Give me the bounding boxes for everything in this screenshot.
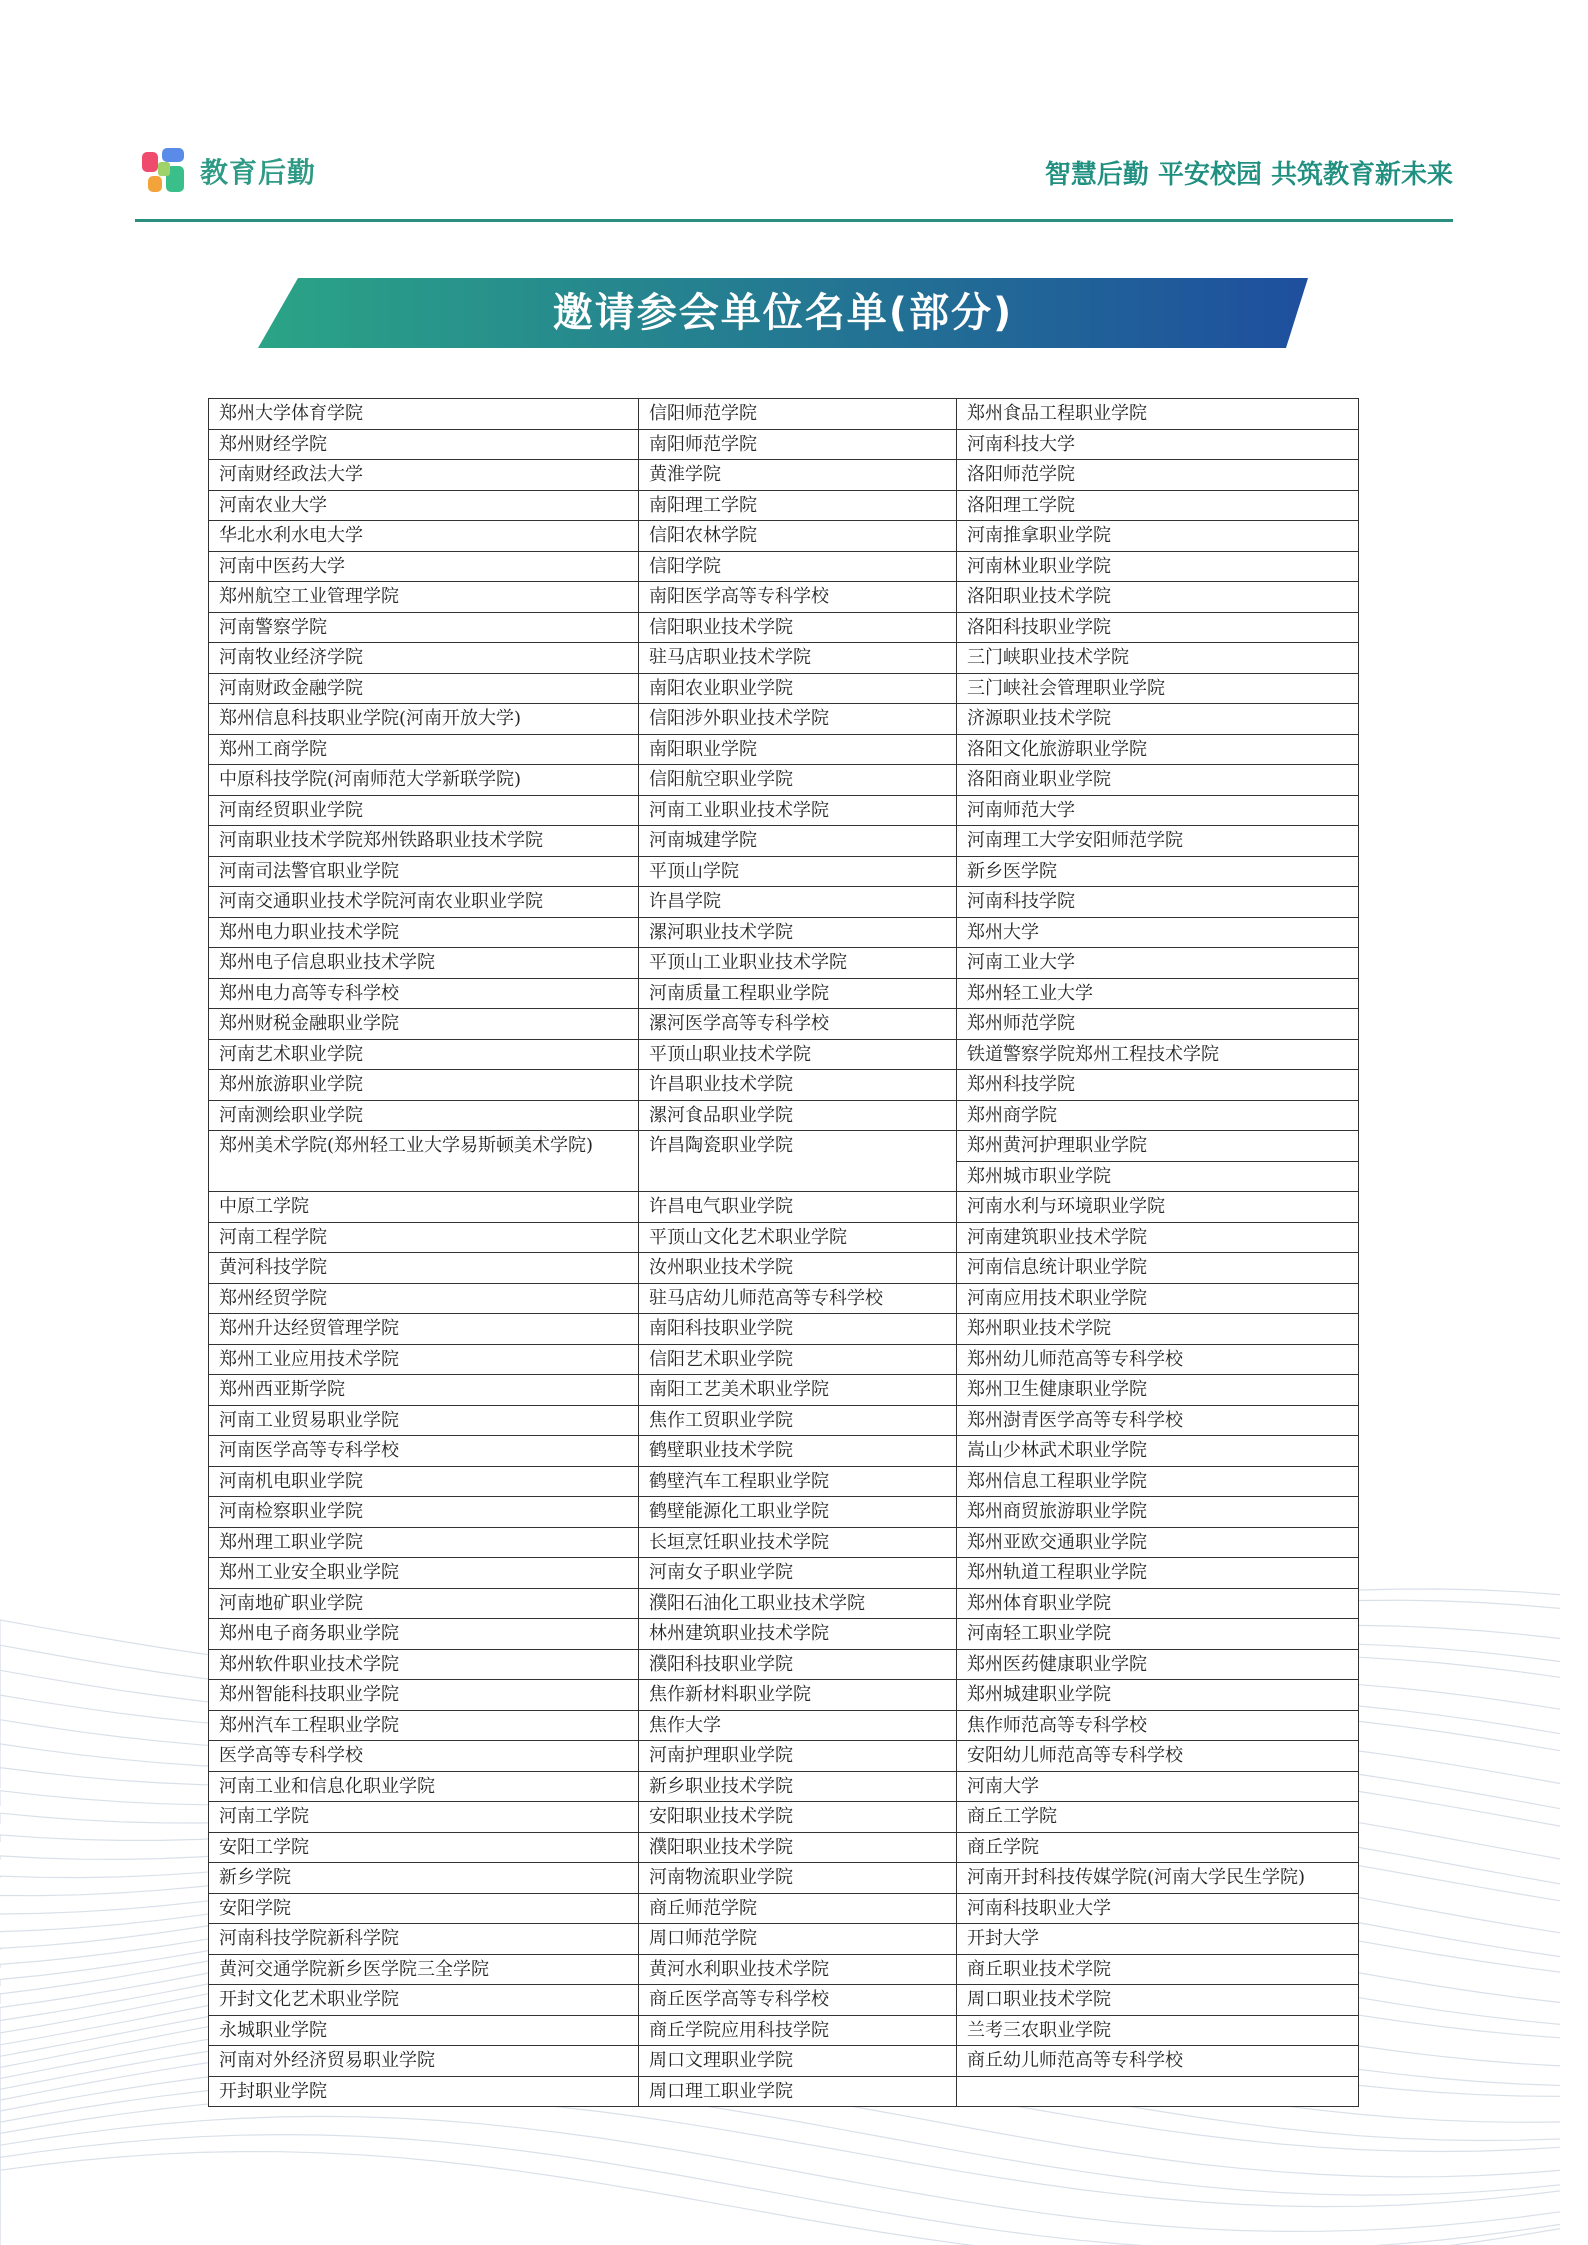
table-row bbox=[209, 521, 1359, 552]
table-cell: 周口职业技术学院 bbox=[957, 1985, 1359, 2016]
table-row bbox=[209, 917, 1359, 948]
table-row bbox=[209, 795, 1359, 826]
table-cell: 洛阳科技职业学院 bbox=[957, 612, 1359, 643]
table-cell: 鹤壁能源化工职业学院 bbox=[639, 1497, 957, 1528]
table-cell: 郑州工商学院 bbox=[209, 734, 639, 765]
table-cell: 商丘职业技术学院 bbox=[957, 1954, 1359, 1985]
table-subcell: 郑州黄河护理职业学院 bbox=[967, 1135, 1147, 1156]
table-cell: 郑州电子商务职业学院 bbox=[209, 1619, 639, 1650]
table-cell: 南阳农业职业学院 bbox=[639, 673, 957, 704]
table-cell: 郑州轨道工程职业学院 bbox=[957, 1558, 1359, 1589]
table-cell: 郑州理工职业学院 bbox=[209, 1527, 639, 1558]
invited-units-table bbox=[208, 398, 1359, 2107]
table-cell: 河南建筑职业技术学院 bbox=[957, 1222, 1359, 1253]
table-cell: 郑州电力职业技术学院 bbox=[209, 917, 639, 948]
table-cell: 三门峡社会管理职业学院 bbox=[957, 673, 1359, 704]
table-cell: 河南交通职业技术学院河南农业职业学院 bbox=[209, 887, 639, 918]
header-slogan: 智慧后勤 平安校园 共筑教育新未来 bbox=[1044, 160, 1453, 190]
table-row bbox=[209, 734, 1359, 765]
table-cell: 郑州软件职业技术学院 bbox=[209, 1649, 639, 1680]
table-row bbox=[209, 1497, 1359, 1528]
table-row bbox=[209, 1070, 1359, 1101]
table-subcell: 郑州城市职业学院 bbox=[957, 1161, 1358, 1192]
table-cell: 漯河职业技术学院 bbox=[639, 917, 957, 948]
table-cell: 信阳职业技术学院 bbox=[639, 612, 957, 643]
title-banner bbox=[258, 278, 1308, 348]
table-cell: 南阳工艺美术职业学院 bbox=[639, 1375, 957, 1406]
wave-line bbox=[0, 2116, 1560, 2238]
table-cell: 平顶山工业职业技术学院 bbox=[639, 948, 957, 979]
table-cell: 河南开封科技传媒学院(河南大学民生学院) bbox=[957, 1863, 1359, 1894]
table-cell: 汝州职业技术学院 bbox=[639, 1253, 957, 1284]
table-cell: 洛阳文化旅游职业学院 bbox=[957, 734, 1359, 765]
table-cell: 河南经贸职业学院 bbox=[209, 795, 639, 826]
table-cell: 郑州西亚斯学院 bbox=[209, 1375, 639, 1406]
table-cell: 郑州经贸学院 bbox=[209, 1283, 639, 1314]
table-cell: 河南师范大学 bbox=[957, 795, 1359, 826]
table-cell: 长垣烹饪职业技术学院 bbox=[639, 1527, 957, 1558]
table-cell: 河南水利与环境职业学院 bbox=[957, 1192, 1359, 1223]
table-row bbox=[209, 1924, 1359, 1955]
page-title: 邀请参会单位名单(部分) bbox=[552, 290, 1014, 336]
table-cell: 河南大学 bbox=[957, 1771, 1359, 1802]
logo bbox=[140, 146, 316, 196]
table-row bbox=[209, 612, 1359, 643]
table-cell: 医学高等专科学校 bbox=[209, 1741, 639, 1772]
table-cell: 周口文理职业学院 bbox=[639, 2046, 957, 2077]
table-cell: 洛阳师范学院 bbox=[957, 460, 1359, 491]
table-cell: 河南警察学院 bbox=[209, 612, 639, 643]
table-cell: 河南工学院 bbox=[209, 1802, 639, 1833]
table-cell: 河南工业大学 bbox=[957, 948, 1359, 979]
table-cell: 河南理工大学安阳师范学院 bbox=[957, 826, 1359, 857]
table-cell: 鹤壁职业技术学院 bbox=[639, 1436, 957, 1467]
table-row bbox=[209, 643, 1359, 674]
table-cell: 安阳职业技术学院 bbox=[639, 1802, 957, 1833]
table-cell: 黄河交通学院新乡医学院三全学院 bbox=[209, 1954, 639, 1985]
table-cell: 商丘师范学院 bbox=[639, 1893, 957, 1924]
table-cell: 郑州职业技术学院 bbox=[957, 1314, 1359, 1345]
table-cell: 河南女子职业学院 bbox=[639, 1558, 957, 1589]
table-row bbox=[209, 460, 1359, 491]
table-cell: 信阳航空职业学院 bbox=[639, 765, 957, 796]
table-cell: 信阳学院 bbox=[639, 551, 957, 582]
table-cell: 洛阳理工学院 bbox=[957, 490, 1359, 521]
table-cell: 漯河医学高等专科学校 bbox=[639, 1009, 957, 1040]
table-cell: 商丘学院应用科技学院 bbox=[639, 2015, 957, 2046]
table-cell: 新乡职业技术学院 bbox=[639, 1771, 957, 1802]
table-cell: 河南机电职业学院 bbox=[209, 1466, 639, 1497]
table-row bbox=[209, 887, 1359, 918]
logo-icon bbox=[140, 146, 190, 196]
table-row bbox=[209, 978, 1359, 1009]
table-row bbox=[209, 704, 1359, 735]
table-row bbox=[209, 1832, 1359, 1863]
table-body-bottom bbox=[209, 1192, 1359, 2107]
table-cell: 黄河水利职业技术学院 bbox=[639, 1954, 957, 1985]
table-cell: 安阳学院 bbox=[209, 1893, 639, 1924]
table-cell: 三门峡职业技术学院 bbox=[957, 643, 1359, 674]
table-row bbox=[209, 1771, 1359, 1802]
table-cell: 郑州升达经贸管理学院 bbox=[209, 1314, 639, 1345]
table-cell: 河南司法警官职业学院 bbox=[209, 856, 639, 887]
table-row bbox=[209, 1344, 1359, 1375]
table-row bbox=[209, 1558, 1359, 1589]
table-cell: 郑州信息工程职业学院 bbox=[957, 1466, 1359, 1497]
table-cell: 商丘工学院 bbox=[957, 1802, 1359, 1833]
table-cell: 黄淮学院 bbox=[639, 460, 957, 491]
table-cell: 河南工业和信息化职业学院 bbox=[209, 1771, 639, 1802]
table-cell: 黄河科技学院 bbox=[209, 1253, 639, 1284]
table-cell: 河南工业职业技术学院 bbox=[639, 795, 957, 826]
table-row bbox=[209, 1527, 1359, 1558]
table-cell: 河南林业职业学院 bbox=[957, 551, 1359, 582]
table-cell: 林州建筑职业技术学院 bbox=[639, 1619, 957, 1650]
table-cell: 郑州汽车工程职业学院 bbox=[209, 1710, 639, 1741]
table-cell: 郑州财经学院 bbox=[209, 429, 639, 460]
table-cell: 河南艺术职业学院 bbox=[209, 1039, 639, 1070]
table-cell: 商丘幼儿师范高等专科学校 bbox=[957, 2046, 1359, 2077]
table-row bbox=[209, 1741, 1359, 1772]
table-row bbox=[209, 673, 1359, 704]
table-cell: 河南轻工职业学院 bbox=[957, 1619, 1359, 1650]
table-cell: 永城职业学院 bbox=[209, 2015, 639, 2046]
table-cell: 平顶山学院 bbox=[639, 856, 957, 887]
table-row bbox=[209, 1436, 1359, 1467]
table-row bbox=[209, 1588, 1359, 1619]
table-body-top bbox=[209, 399, 1359, 1131]
table-cell: 新乡医学院 bbox=[957, 856, 1359, 887]
table-cell: 河南职业技术学院郑州铁路职业技术学院 bbox=[209, 826, 639, 857]
table-cell: 河南科技学院新科学院 bbox=[209, 1924, 639, 1955]
table-cell: 河南应用技术职业学院 bbox=[957, 1283, 1359, 1314]
table-cell: 洛阳商业职业学院 bbox=[957, 765, 1359, 796]
table-row bbox=[209, 1405, 1359, 1436]
table-row bbox=[209, 1985, 1359, 2016]
table-cell: 郑州财税金融职业学院 bbox=[209, 1009, 639, 1040]
table-cell: 河南测绘职业学院 bbox=[209, 1100, 639, 1131]
table-cell: 郑州轻工业大学 bbox=[957, 978, 1359, 1009]
table-cell: 鹤壁汽车工程职业学院 bbox=[639, 1466, 957, 1497]
table-cell: 濮阳科技职业学院 bbox=[639, 1649, 957, 1680]
table-cell: 河南科技职业大学 bbox=[957, 1893, 1359, 1924]
table-row bbox=[209, 399, 1359, 430]
table-cell: 驻马店职业技术学院 bbox=[639, 643, 957, 674]
table-row bbox=[209, 1954, 1359, 1985]
table-row bbox=[209, 1283, 1359, 1314]
table-cell: 郑州电子信息职业技术学院 bbox=[209, 948, 639, 979]
table-cell: 河南工程学院 bbox=[209, 1222, 639, 1253]
table-row bbox=[209, 765, 1359, 796]
table-cell: 河南农业大学 bbox=[209, 490, 639, 521]
table-cell: 河南财政金融学院 bbox=[209, 673, 639, 704]
table-cell: 河南工业贸易职业学院 bbox=[209, 1405, 639, 1436]
table-cell: 济源职业技术学院 bbox=[957, 704, 1359, 735]
table-cell: 濮阳石油化工职业技术学院 bbox=[639, 1588, 957, 1619]
table-cell: 平顶山职业技术学院 bbox=[639, 1039, 957, 1070]
table-row bbox=[209, 429, 1359, 460]
table-cell: 郑州工业应用技术学院 bbox=[209, 1344, 639, 1375]
table-cell: 安阳幼儿师范高等专科学校 bbox=[957, 1741, 1359, 1772]
table-row bbox=[209, 1863, 1359, 1894]
table-cell: 南阳职业学院 bbox=[639, 734, 957, 765]
table-cell: 信阳涉外职业技术学院 bbox=[639, 704, 957, 735]
table-row bbox=[209, 1253, 1359, 1284]
header-divider bbox=[135, 219, 1453, 222]
table-cell: 郑州大学体育学院 bbox=[209, 399, 639, 430]
table-row bbox=[209, 551, 1359, 582]
table-cell: 河南牧业经济学院 bbox=[209, 643, 639, 674]
table-cell: 平顶山文化艺术职业学院 bbox=[639, 1222, 957, 1253]
table-row bbox=[209, 1466, 1359, 1497]
table-cell: 开封职业学院 bbox=[209, 2076, 639, 2107]
table-cell: 郑州医药健康职业学院 bbox=[957, 1649, 1359, 1680]
table-row bbox=[209, 2076, 1359, 2107]
table-cell: 焦作工贸职业学院 bbox=[639, 1405, 957, 1436]
table-cell: 开封文化艺术职业学院 bbox=[209, 1985, 639, 2016]
table-row bbox=[209, 1680, 1359, 1711]
table-cell: 兰考三农职业学院 bbox=[957, 2015, 1359, 2046]
table-cell: 郑州旅游职业学院 bbox=[209, 1070, 639, 1101]
table-cell: 郑州电力高等专科学校 bbox=[209, 978, 639, 1009]
table-cell-split bbox=[957, 1131, 1359, 1192]
table-cell: 郑州卫生健康职业学院 bbox=[957, 1375, 1359, 1406]
table-cell: 铁道警察学院郑州工程技术学院 bbox=[957, 1039, 1359, 1070]
table-cell: 河南质量工程职业学院 bbox=[639, 978, 957, 1009]
table-cell: 河南物流职业学院 bbox=[639, 1863, 957, 1894]
table-cell: 南阳科技职业学院 bbox=[639, 1314, 957, 1345]
table-cell: 漯河食品职业学院 bbox=[639, 1100, 957, 1131]
table-cell: 焦作大学 bbox=[639, 1710, 957, 1741]
table-cell: 焦作新材料职业学院 bbox=[639, 1680, 957, 1711]
table-row bbox=[209, 1893, 1359, 1924]
table-cell: 河南检察职业学院 bbox=[209, 1497, 639, 1528]
logo-text: 教育后勤 bbox=[200, 156, 317, 189]
table-cell: 郑州工业安全职业学院 bbox=[209, 1558, 639, 1589]
table-cell: 商丘医学高等专科学校 bbox=[639, 1985, 957, 2016]
table-row bbox=[209, 1222, 1359, 1253]
table-cell: 郑州幼儿师范高等专科学校 bbox=[957, 1344, 1359, 1375]
table-cell: 信阳师范学院 bbox=[639, 399, 957, 430]
table-cell: 河南科技学院 bbox=[957, 887, 1359, 918]
table-cell: 河南医学高等专科学校 bbox=[209, 1436, 639, 1467]
table-cell: 郑州体育职业学院 bbox=[957, 1588, 1359, 1619]
table-row bbox=[209, 856, 1359, 887]
table-cell: 周口理工职业学院 bbox=[639, 2076, 957, 2107]
table-cell: 洛阳职业技术学院 bbox=[957, 582, 1359, 613]
table-body-merged bbox=[209, 1131, 1359, 1192]
wave-line bbox=[0, 2096, 1560, 2220]
table-cell: 郑州亚欧交通职业学院 bbox=[957, 1527, 1359, 1558]
table-cell: 河南推拿职业学院 bbox=[957, 521, 1359, 552]
table-cell: 濮阳职业技术学院 bbox=[639, 1832, 957, 1863]
table-cell: 许昌学院 bbox=[639, 887, 957, 918]
table-row bbox=[209, 1649, 1359, 1680]
table-cell: 安阳工学院 bbox=[209, 1832, 639, 1863]
table-cell: 河南科技大学 bbox=[957, 429, 1359, 460]
table-cell: 信阳农林学院 bbox=[639, 521, 957, 552]
table-row bbox=[209, 1314, 1359, 1345]
table-row bbox=[209, 2046, 1359, 2077]
table-cell: 许昌电气职业学院 bbox=[639, 1192, 957, 1223]
table-cell: 郑州科技学院 bbox=[957, 1070, 1359, 1101]
table-cell: 郑州城建职业学院 bbox=[957, 1680, 1359, 1711]
table-cell: 郑州智能科技职业学院 bbox=[209, 1680, 639, 1711]
table-row bbox=[209, 2015, 1359, 2046]
table-cell: 河南中医药大学 bbox=[209, 551, 639, 582]
table-cell bbox=[957, 2076, 1359, 2107]
table-cell: 河南财经政法大学 bbox=[209, 460, 639, 491]
table-cell: 周口师范学院 bbox=[639, 1924, 957, 1955]
table-row bbox=[209, 1619, 1359, 1650]
table-cell: 南阳师范学院 bbox=[639, 429, 957, 460]
table-cell: 郑州商学院 bbox=[957, 1100, 1359, 1131]
table-cell: 河南护理职业学院 bbox=[639, 1741, 957, 1772]
table-cell: 郑州澍青医学高等专科学校 bbox=[957, 1405, 1359, 1436]
table-row bbox=[209, 948, 1359, 979]
table-row bbox=[209, 1375, 1359, 1406]
table-cell: 华北水利水电大学 bbox=[209, 521, 639, 552]
table-cell: 郑州食品工程职业学院 bbox=[957, 399, 1359, 430]
table-row bbox=[209, 582, 1359, 613]
table-row bbox=[209, 1710, 1359, 1741]
table-cell: 开封大学 bbox=[957, 1924, 1359, 1955]
table-cell: 郑州航空工业管理学院 bbox=[209, 582, 639, 613]
table-cell: 许昌陶瓷职业学院 bbox=[639, 1131, 957, 1192]
table-cell: 郑州大学 bbox=[957, 917, 1359, 948]
page-header bbox=[135, 140, 1453, 222]
table-row bbox=[209, 1100, 1359, 1131]
table-cell: 河南对外经济贸易职业学院 bbox=[209, 2046, 639, 2077]
table-cell: 新乡学院 bbox=[209, 1863, 639, 1894]
table-cell: 驻马店幼儿师范高等专科学校 bbox=[639, 1283, 957, 1314]
table-cell: 焦作师范高等专科学校 bbox=[957, 1710, 1359, 1741]
table-row bbox=[209, 1039, 1359, 1070]
table-cell: 中原工学院 bbox=[209, 1192, 639, 1223]
table-row bbox=[209, 1192, 1359, 1223]
table-cell: 郑州师范学院 bbox=[957, 1009, 1359, 1040]
table-cell: 南阳医学高等专科学校 bbox=[639, 582, 957, 613]
table-cell: 郑州信息科技职业学院(河南开放大学) bbox=[209, 704, 639, 735]
table-row bbox=[209, 826, 1359, 857]
table-cell: 河南地矿职业学院 bbox=[209, 1588, 639, 1619]
table-cell: 河南信息统计职业学院 bbox=[957, 1253, 1359, 1284]
table-cell: 信阳艺术职业学院 bbox=[639, 1344, 957, 1375]
table-cell: 郑州商贸旅游职业学院 bbox=[957, 1497, 1359, 1528]
table-row bbox=[209, 490, 1359, 521]
table-cell: 南阳理工学院 bbox=[639, 490, 957, 521]
table-cell: 商丘学院 bbox=[957, 1832, 1359, 1863]
table-cell: 中原科技学院(河南师范大学新联学院) bbox=[209, 765, 639, 796]
table-row bbox=[209, 1009, 1359, 1040]
table-cell: 郑州美术学院(郑州轻工业大学易斯顿美术学院) bbox=[209, 1131, 639, 1192]
table-cell: 嵩山少林武术职业学院 bbox=[957, 1436, 1359, 1467]
table-cell: 河南城建学院 bbox=[639, 826, 957, 857]
table-cell: 许昌职业技术学院 bbox=[639, 1070, 957, 1101]
table-row bbox=[209, 1802, 1359, 1833]
table-row bbox=[209, 1131, 1359, 1192]
